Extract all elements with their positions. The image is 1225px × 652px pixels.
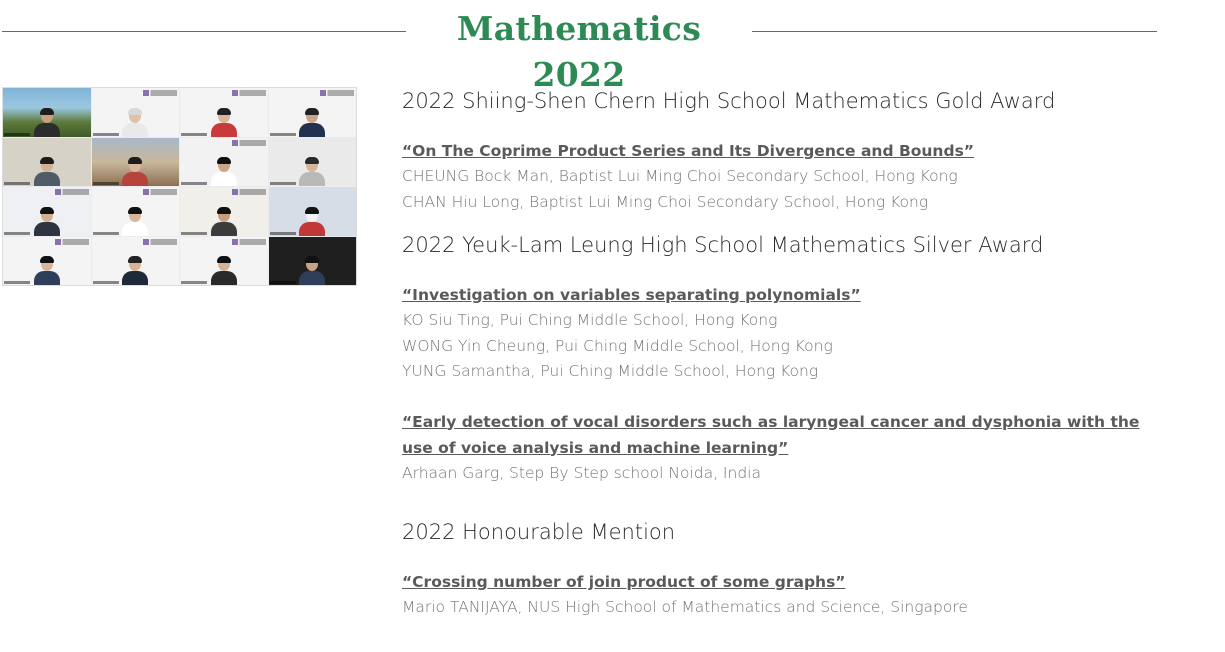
paper-entry [402,569,1182,621]
award-section-silver [402,230,1182,486]
paper-title-link[interactable]: “Crossing number of join product of some graphs” [402,573,846,591]
participant-nametag [270,182,296,185]
heading-divider-right [752,31,1157,32]
participant-tile [3,187,91,236]
award-section-honourable-mention [402,517,1182,621]
paper-entry [402,409,1182,487]
author-line: Mario TANIJAYA, NUS High School of Mathematics and Science, Singapore [402,598,968,616]
conference-logo-icon [232,189,266,195]
participant-nametag [4,182,30,185]
author-line: Arhaan Garg, Step By Step school Noida, India [402,463,761,482]
conference-logo-icon [143,189,177,195]
heading-divider-left [2,31,406,32]
paper-title-link[interactable]: “On The Coprime Product Series and Its Divergence and Bounds” [402,142,974,160]
page-title: Mathematics 2022 [456,9,702,94]
participant-nametag [181,281,207,284]
award-title: 2022 Shiing-Shen Chern High School Mathematics Gold Award [402,89,1056,113]
participant-tile [269,187,357,236]
award-title: 2022 Yeuk-Lam Leung High School Mathematics Silver Award [402,233,1044,257]
participant-avatar [211,158,237,186]
author-line: KO Siu Ting, Pui Ching Middle School, Hong Kong [402,311,778,329]
participant-nametag [270,133,296,136]
participant-nametag [93,281,119,284]
participant-avatar [211,109,237,137]
participant-avatar [34,158,60,186]
conference-logo-icon [232,140,266,146]
award-section-gold [402,86,1182,215]
participant-tile [3,138,91,187]
conference-logo-icon [55,239,89,245]
author-line: WONG Yin Cheung, Pui Ching Middle School, Hong Kong [402,336,833,355]
participant-tile [269,138,357,187]
author-line: YUNG Samantha, Pui Ching Middle School, Hong Kong [402,362,819,380]
author-line: CHEUNG Bock Man, Baptist Lui Ming Choi Secondary School, Hong Kong [402,167,958,185]
conference-logo-icon [232,239,266,245]
participant-tile [180,138,268,187]
award-title: 2022 Honourable Mention [402,520,676,544]
participant-avatar [211,208,237,236]
participant-tile [92,138,180,187]
participant-avatar [34,208,60,236]
conference-logo-icon [143,239,177,245]
participant-nametag [270,281,296,284]
participant-avatar [34,257,60,285]
participant-avatar [299,208,325,236]
conference-logo-icon [55,189,89,195]
participant-nametag [93,182,119,185]
participant-avatar [211,257,237,285]
participant-avatar [122,257,148,285]
participant-avatar [299,257,325,285]
participant-avatar [299,158,325,186]
award-ceremony-photo [2,87,357,286]
conference-logo-icon [143,90,177,96]
participant-tile [3,88,91,137]
participant-nametag [181,232,207,235]
participant-nametag [4,133,30,136]
participant-nametag [181,133,207,136]
participant-nametag [270,232,296,235]
awards-list [402,86,1182,621]
participant-tile [269,88,357,137]
participant-tile [3,237,91,286]
participant-nametag [4,232,30,235]
participant-avatar [122,208,148,236]
conference-logo-icon [232,90,266,96]
paper-title-link[interactable]: “Investigation on variables separating polynomials” [402,286,861,304]
conference-logo-icon [320,90,354,96]
paper-entry [402,138,1182,215]
participant-avatar [122,158,148,186]
participant-tile [92,237,180,286]
participant-tile [180,88,268,137]
paper-entry [402,282,1182,385]
participant-nametag [93,232,119,235]
participant-avatar [299,109,325,137]
author-line: CHAN Hiu Long, Baptist Lui Ming Choi Secondary School, Hong Kong [402,192,929,211]
participant-avatar [34,109,60,137]
participant-tile [180,187,268,236]
participant-nametag [93,133,119,136]
participant-tile [269,237,357,286]
section-heading [0,6,1160,94]
participant-nametag [181,182,207,185]
participant-tile [92,187,180,236]
participant-nametag [4,281,30,284]
paper-title-link[interactable]: “Early detection of vocal disorders such as laryngeal cancer and dysphonia with the use of voice analysis and machine learning” [402,412,1140,457]
participant-tile [92,88,180,137]
participant-tile [180,237,268,286]
participant-avatar [122,109,148,137]
